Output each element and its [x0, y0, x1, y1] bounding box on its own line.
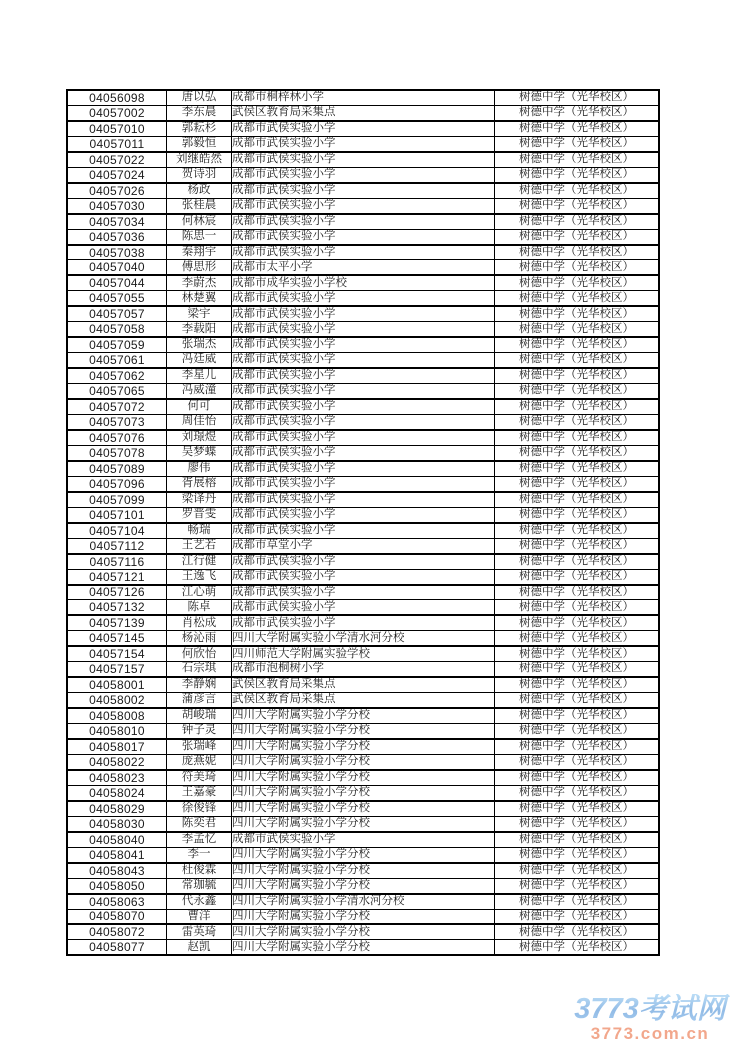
student-table-body: [67, 90, 659, 955]
student-name-cell: 何欣怡: [167, 646, 232, 661]
table-row: [67, 260, 659, 275]
student-name-cell: 廖伟: [167, 461, 232, 476]
student-id-cell: 04057040: [67, 260, 167, 275]
table-row: [67, 399, 659, 414]
admitted-school-cell: 树德中学（光华校区）: [495, 507, 660, 522]
admitted-school-cell: 树德中学（光华校区）: [495, 909, 660, 924]
student-id-cell: 04058010: [67, 724, 167, 739]
admitted-school-cell: 树德中学（光华校区）: [495, 492, 660, 507]
graduating-school-cell: 成都市武侯实验小学: [232, 445, 495, 460]
table-row: [67, 291, 659, 306]
admitted-school-cell: 树德中学（光华校区）: [495, 538, 660, 553]
student-id-cell: 04058002: [67, 693, 167, 708]
student-id-cell: 04057076: [67, 430, 167, 445]
student-name-cell: 李载阳: [167, 322, 232, 337]
graduating-school-cell: 成都市武侯实验小学: [232, 306, 495, 321]
student-name-cell: 周佳怡: [167, 415, 232, 430]
graduating-school-cell: 成都市草堂小学: [232, 538, 495, 553]
admitted-school-cell: 树德中学（光华校区）: [495, 476, 660, 491]
graduating-school-cell: 成都市武侯实验小学: [232, 183, 495, 198]
admitted-school-cell: 树德中学（光华校区）: [495, 585, 660, 600]
student-id-cell: 04057058: [67, 322, 167, 337]
table-row: [67, 677, 659, 692]
student-id-cell: 04058050: [67, 878, 167, 893]
table-row: [67, 183, 659, 198]
graduating-school-cell: 成都市武侯实验小学: [232, 600, 495, 615]
admitted-school-cell: 树德中学（光华校区）: [495, 90, 660, 105]
admitted-school-cell: 树德中学（光华校区）: [495, 291, 660, 306]
graduating-school-cell: 成都市武侯实验小学: [232, 337, 495, 352]
student-name-cell: 江心萌: [167, 585, 232, 600]
table-row: [67, 152, 659, 167]
table-row: [67, 631, 659, 646]
table-row: [67, 863, 659, 878]
student-name-cell: 傅思形: [167, 260, 232, 275]
table-row: [67, 816, 659, 831]
admitted-school-cell: 树德中学（光华校区）: [495, 306, 660, 321]
graduating-school-cell: 成都市武侯实验小学: [232, 492, 495, 507]
student-id-cell: 04058023: [67, 770, 167, 785]
table-row: [67, 538, 659, 553]
table-row: [67, 878, 659, 893]
student-name-cell: 李一: [167, 847, 232, 862]
admitted-school-cell: 树德中学（光华校区）: [495, 662, 660, 677]
admitted-school-cell: 树德中学（光华校区）: [495, 152, 660, 167]
student-id-cell: 04058022: [67, 754, 167, 769]
table-row: [67, 275, 659, 290]
admitted-school-cell: 树德中学（光华校区）: [495, 368, 660, 383]
student-name-cell: 王艺若: [167, 538, 232, 553]
table-row: [67, 615, 659, 630]
student-name-cell: 冯威潼: [167, 384, 232, 399]
student-name-cell: 何林宸: [167, 214, 232, 229]
admitted-school-cell: 树德中学（光华校区）: [495, 399, 660, 414]
graduating-school-cell: 成都市武侯实验小学: [232, 152, 495, 167]
student-name-cell: 张桂晨: [167, 198, 232, 213]
student-id-cell: 04057154: [67, 646, 167, 661]
student-id-cell: 04058030: [67, 816, 167, 831]
admitted-school-cell: 树德中学（光华校区）: [495, 785, 660, 800]
graduating-school-cell: 四川大学附属实验小学分校: [232, 878, 495, 893]
graduating-school-cell: 四川大学附属实验小学分校: [232, 924, 495, 939]
student-name-cell: 徐俊锋: [167, 801, 232, 816]
student-id-cell: 04058029: [67, 801, 167, 816]
student-name-cell: 蒲彦言: [167, 693, 232, 708]
student-id-cell: 04057078: [67, 445, 167, 460]
student-id-cell: 04057062: [67, 368, 167, 383]
student-name-cell: 郭毅恒: [167, 136, 232, 151]
admitted-school-cell: 树德中学（光华校区）: [495, 894, 660, 909]
student-name-cell: 贺诗羽: [167, 167, 232, 182]
admitted-school-cell: 树德中学（光华校区）: [495, 415, 660, 430]
admitted-school-cell: 树德中学（光华校区）: [495, 878, 660, 893]
student-name-cell: 符美琦: [167, 770, 232, 785]
student-id-cell: 04057116: [67, 554, 167, 569]
student-admission-table-wrap: [66, 89, 660, 956]
student-name-cell: 畅瑞: [167, 523, 232, 538]
student-id-cell: 04057011: [67, 136, 167, 151]
graduating-school-cell: 四川大学附属实验小学分校: [232, 785, 495, 800]
table-row: [67, 646, 659, 661]
table-row: [67, 121, 659, 136]
admitted-school-cell: 树德中学（光华校区）: [495, 337, 660, 352]
admitted-school-cell: 树德中学（光华校区）: [495, 198, 660, 213]
graduating-school-cell: 成都市太平小学: [232, 260, 495, 275]
admitted-school-cell: 树德中学（光华校区）: [495, 832, 660, 847]
graduating-school-cell: 武侯区教育局采集点: [232, 105, 495, 120]
student-id-cell: 04057022: [67, 152, 167, 167]
admitted-school-cell: 树德中学（光华校区）: [495, 445, 660, 460]
admitted-school-cell: 树德中学（光华校区）: [495, 739, 660, 754]
graduating-school-cell: 成都市武侯实验小学: [232, 167, 495, 182]
student-id-cell: 04057121: [67, 569, 167, 584]
graduating-school-cell: 四川大学附属实验小学分校: [232, 708, 495, 723]
table-row: [67, 322, 659, 337]
student-name-cell: 李蔚杰: [167, 275, 232, 290]
student-name-cell: 胡峻瑞: [167, 708, 232, 723]
student-name-cell: 杨政: [167, 183, 232, 198]
graduating-school-cell: 成都市武侯实验小学: [232, 585, 495, 600]
admitted-school-cell: 树德中学（光华校区）: [495, 322, 660, 337]
table-row: [67, 245, 659, 260]
table-row: [67, 461, 659, 476]
student-id-cell: 04058063: [67, 894, 167, 909]
admitted-school-cell: 树德中学（光华校区）: [495, 754, 660, 769]
admitted-school-cell: 树德中学（光华校区）: [495, 523, 660, 538]
student-id-cell: 04057044: [67, 275, 167, 290]
student-name-cell: 代永鑫: [167, 894, 232, 909]
graduating-school-cell: 成都市武侯实验小学: [232, 245, 495, 260]
admitted-school-cell: 树德中学（光华校区）: [495, 631, 660, 646]
admitted-school-cell: 树德中学（光华校区）: [495, 770, 660, 785]
student-name-cell: 赵凯: [167, 940, 232, 955]
graduating-school-cell: 四川大学附属实验小学分校: [232, 739, 495, 754]
student-id-cell: 04057065: [67, 384, 167, 399]
graduating-school-cell: 成都市武侯实验小学: [232, 476, 495, 491]
admitted-school-cell: 树德中学（光华校区）: [495, 677, 660, 692]
graduating-school-cell: 成都市武侯实验小学: [232, 368, 495, 383]
student-id-cell: 04057030: [67, 198, 167, 213]
watermark-site-url: 3773.com.cn: [590, 1024, 710, 1044]
graduating-school-cell: 四川师范大学附属实验学校: [232, 646, 495, 661]
graduating-school-cell: 四川大学附属实验小学分校: [232, 863, 495, 878]
graduating-school-cell: 成都市武侯实验小学: [232, 554, 495, 569]
table-row: [67, 198, 659, 213]
table-row: [67, 739, 659, 754]
table-row: [67, 507, 659, 522]
student-name-cell: 常珈毓: [167, 878, 232, 893]
table-row: [67, 785, 659, 800]
student-name-cell: 刘璟煜: [167, 430, 232, 445]
graduating-school-cell: 成都市武侯实验小学: [232, 461, 495, 476]
graduating-school-cell: 四川大学附属实验小学分校: [232, 770, 495, 785]
student-id-cell: 04058077: [67, 940, 167, 955]
table-row: [67, 492, 659, 507]
table-row: [67, 940, 659, 955]
student-name-cell: 江行健: [167, 554, 232, 569]
graduating-school-cell: 成都市武侯实验小学: [232, 291, 495, 306]
graduating-school-cell: 成都市武侯实验小学: [232, 615, 495, 630]
student-name-cell: 雷英琦: [167, 924, 232, 939]
graduating-school-cell: 四川大学附属实验小学分校: [232, 847, 495, 862]
table-row: [67, 337, 659, 352]
admitted-school-cell: 树德中学（光华校区）: [495, 615, 660, 630]
student-name-cell: 庞燕妮: [167, 754, 232, 769]
student-name-cell: 唐以弘: [167, 90, 232, 105]
table-row: [67, 306, 659, 321]
student-id-cell: 04058001: [67, 677, 167, 692]
student-name-cell: 肖松成: [167, 615, 232, 630]
graduating-school-cell: 四川大学附属实验小学分校: [232, 724, 495, 739]
table-row: [67, 693, 659, 708]
admitted-school-cell: 树德中学（光华校区）: [495, 646, 660, 661]
student-id-cell: 04057073: [67, 415, 167, 430]
graduating-school-cell: 成都市武侯实验小学: [232, 430, 495, 445]
graduating-school-cell: 成都市武侯实验小学: [232, 322, 495, 337]
student-id-cell: 04057112: [67, 538, 167, 553]
table-row: [67, 924, 659, 939]
graduating-school-cell: 成都市泡桐树小学: [232, 662, 495, 677]
student-name-cell: 梁宇: [167, 306, 232, 321]
table-row: [67, 770, 659, 785]
student-name-cell: 何可: [167, 399, 232, 414]
graduating-school-cell: 四川大学附属实验小学清水河分校: [232, 894, 495, 909]
student-name-cell: 张瑞峰: [167, 739, 232, 754]
table-row: [67, 353, 659, 368]
student-id-cell: 04057104: [67, 523, 167, 538]
admitted-school-cell: 树德中学（光华校区）: [495, 863, 660, 878]
admitted-school-cell: 树德中学（光华校区）: [495, 940, 660, 955]
graduating-school-cell: 四川大学附属实验小学分校: [232, 754, 495, 769]
table-row: [67, 569, 659, 584]
table-row: [67, 832, 659, 847]
student-name-cell: 钟子灵: [167, 724, 232, 739]
graduating-school-cell: 成都市武侯实验小学: [232, 507, 495, 522]
student-id-cell: 04057057: [67, 306, 167, 321]
graduating-school-cell: 成都市武侯实验小学: [232, 384, 495, 399]
admitted-school-cell: 树德中学（光华校区）: [495, 724, 660, 739]
admitted-school-cell: 树德中学（光华校区）: [495, 245, 660, 260]
graduating-school-cell: 四川大学附属实验小学分校: [232, 909, 495, 924]
graduating-school-cell: 武侯区教育局采集点: [232, 693, 495, 708]
student-id-cell: 04057059: [67, 337, 167, 352]
admitted-school-cell: 树德中学（光华校区）: [495, 167, 660, 182]
table-row: [67, 847, 659, 862]
student-name-cell: 罗晋雯: [167, 507, 232, 522]
table-row: [67, 754, 659, 769]
student-name-cell: 秦翔宇: [167, 245, 232, 260]
admitted-school-cell: 树德中学（光华校区）: [495, 461, 660, 476]
student-name-cell: 李东晨: [167, 105, 232, 120]
student-id-cell: 04057036: [67, 229, 167, 244]
student-id-cell: 04057038: [67, 245, 167, 260]
student-id-cell: 04057089: [67, 461, 167, 476]
student-id-cell: 04058041: [67, 847, 167, 862]
student-id-cell: 04057126: [67, 585, 167, 600]
table-row: [67, 523, 659, 538]
admitted-school-cell: 树德中学（光华校区）: [495, 924, 660, 939]
admitted-school-cell: 树德中学（光华校区）: [495, 136, 660, 151]
table-row: [67, 585, 659, 600]
graduating-school-cell: 成都市武侯实验小学: [232, 523, 495, 538]
table-row: [67, 554, 659, 569]
admitted-school-cell: 树德中学（光华校区）: [495, 801, 660, 816]
admitted-school-cell: 树德中学（光华校区）: [495, 183, 660, 198]
graduating-school-cell: 武侯区教育局采集点: [232, 677, 495, 692]
student-name-cell: 胥展榕: [167, 476, 232, 491]
table-row: [67, 214, 659, 229]
admitted-school-cell: 树德中学（光华校区）: [495, 214, 660, 229]
graduating-school-cell: 成都市武侯实验小学: [232, 569, 495, 584]
student-name-cell: 冯廷威: [167, 353, 232, 368]
graduating-school-cell: 成都市武侯实验小学: [232, 198, 495, 213]
student-name-cell: 李孟忆: [167, 832, 232, 847]
student-name-cell: 陈思一: [167, 229, 232, 244]
student-id-cell: 04056098: [67, 90, 167, 105]
graduating-school-cell: 成都市武侯实验小学: [232, 399, 495, 414]
student-id-cell: 04058017: [67, 739, 167, 754]
student-id-cell: 04057072: [67, 399, 167, 414]
student-admission-table: [66, 89, 660, 956]
student-id-cell: 04057061: [67, 353, 167, 368]
graduating-school-cell: 四川大学附属实验小学清水河分校: [232, 631, 495, 646]
graduating-school-cell: 成都市武侯实验小学: [232, 136, 495, 151]
table-row: [67, 894, 659, 909]
student-id-cell: 04057145: [67, 631, 167, 646]
student-name-cell: 石宗琪: [167, 662, 232, 677]
table-row: [67, 600, 659, 615]
student-id-cell: 04057002: [67, 105, 167, 120]
student-id-cell: 04057099: [67, 492, 167, 507]
graduating-school-cell: 成都市武侯实验小学: [232, 832, 495, 847]
admitted-school-cell: 树德中学（光华校区）: [495, 847, 660, 862]
graduating-school-cell: 成都市武侯实验小学: [232, 353, 495, 368]
table-row: [67, 90, 659, 105]
student-id-cell: 04057132: [67, 600, 167, 615]
student-id-cell: 04058070: [67, 909, 167, 924]
student-name-cell: 李星儿: [167, 368, 232, 383]
student-id-cell: 04058043: [67, 863, 167, 878]
admitted-school-cell: 树德中学（光华校区）: [495, 105, 660, 120]
student-id-cell: 04057101: [67, 507, 167, 522]
admitted-school-cell: 树德中学（光华校区）: [495, 229, 660, 244]
table-row: [67, 909, 659, 924]
table-row: [67, 105, 659, 120]
graduating-school-cell: 成都市武侯实验小学: [232, 121, 495, 136]
student-name-cell: 陈卓: [167, 600, 232, 615]
student-id-cell: 04058024: [67, 785, 167, 800]
student-id-cell: 04057026: [67, 183, 167, 198]
watermark: [554, 994, 744, 1043]
admitted-school-cell: 树德中学（光华校区）: [495, 816, 660, 831]
admitted-school-cell: 树德中学（光华校区）: [495, 554, 660, 569]
table-row: [67, 445, 659, 460]
student-name-cell: 杜俊霖: [167, 863, 232, 878]
student-name-cell: 梁译丹: [167, 492, 232, 507]
table-row: [67, 136, 659, 151]
student-id-cell: 04057139: [67, 615, 167, 630]
graduating-school-cell: 四川大学附属实验小学分校: [232, 801, 495, 816]
graduating-school-cell: 成都市武侯实验小学: [232, 229, 495, 244]
admitted-school-cell: 树德中学（光华校区）: [495, 353, 660, 368]
student-id-cell: 04057055: [67, 291, 167, 306]
student-id-cell: 04057034: [67, 214, 167, 229]
table-row: [67, 801, 659, 816]
table-row: [67, 662, 659, 677]
admitted-school-cell: 树德中学（光华校区）: [495, 600, 660, 615]
watermark-site-name: 3773考试网: [554, 994, 744, 1024]
student-name-cell: 刘继皓然: [167, 152, 232, 167]
student-name-cell: 陈奕君: [167, 816, 232, 831]
table-row: [67, 430, 659, 445]
student-name-cell: 吴梦蝶: [167, 445, 232, 460]
student-id-cell: 04058008: [67, 708, 167, 723]
table-row: [67, 368, 659, 383]
graduating-school-cell: 四川大学附属实验小学分校: [232, 816, 495, 831]
table-row: [67, 384, 659, 399]
admitted-school-cell: 树德中学（光华校区）: [495, 121, 660, 136]
graduating-school-cell: 成都市武侯实验小学: [232, 415, 495, 430]
table-row: [67, 167, 659, 182]
student-name-cell: 曹洋: [167, 909, 232, 924]
student-id-cell: 04058072: [67, 924, 167, 939]
table-row: [67, 415, 659, 430]
student-name-cell: 张瑞杰: [167, 337, 232, 352]
admitted-school-cell: 树德中学（光华校区）: [495, 384, 660, 399]
graduating-school-cell: 成都市桐梓林小学: [232, 90, 495, 105]
admitted-school-cell: 树德中学（光华校区）: [495, 430, 660, 445]
student-name-cell: 王逸飞: [167, 569, 232, 584]
student-name-cell: 郭耘杉: [167, 121, 232, 136]
student-id-cell: 04058040: [67, 832, 167, 847]
graduating-school-cell: 成都市成华实验小学校: [232, 275, 495, 290]
admitted-school-cell: 树德中学（光华校区）: [495, 260, 660, 275]
table-row: [67, 476, 659, 491]
student-id-cell: 04057096: [67, 476, 167, 491]
admitted-school-cell: 树德中学（光华校区）: [495, 275, 660, 290]
student-id-cell: 04057024: [67, 167, 167, 182]
student-id-cell: 04057157: [67, 662, 167, 677]
student-id-cell: 04057010: [67, 121, 167, 136]
graduating-school-cell: 成都市武侯实验小学: [232, 214, 495, 229]
student-name-cell: 林楚翼: [167, 291, 232, 306]
table-row: [67, 229, 659, 244]
student-name-cell: 李静娴: [167, 677, 232, 692]
admitted-school-cell: 树德中学（光华校区）: [495, 569, 660, 584]
admitted-school-cell: 树德中学（光华校区）: [495, 708, 660, 723]
table-row: [67, 724, 659, 739]
student-name-cell: 王嘉豪: [167, 785, 232, 800]
table-row: [67, 708, 659, 723]
student-name-cell: 杨沁雨: [167, 631, 232, 646]
graduating-school-cell: 四川大学附属实验小学分校: [232, 940, 495, 955]
admitted-school-cell: 树德中学（光华校区）: [495, 693, 660, 708]
